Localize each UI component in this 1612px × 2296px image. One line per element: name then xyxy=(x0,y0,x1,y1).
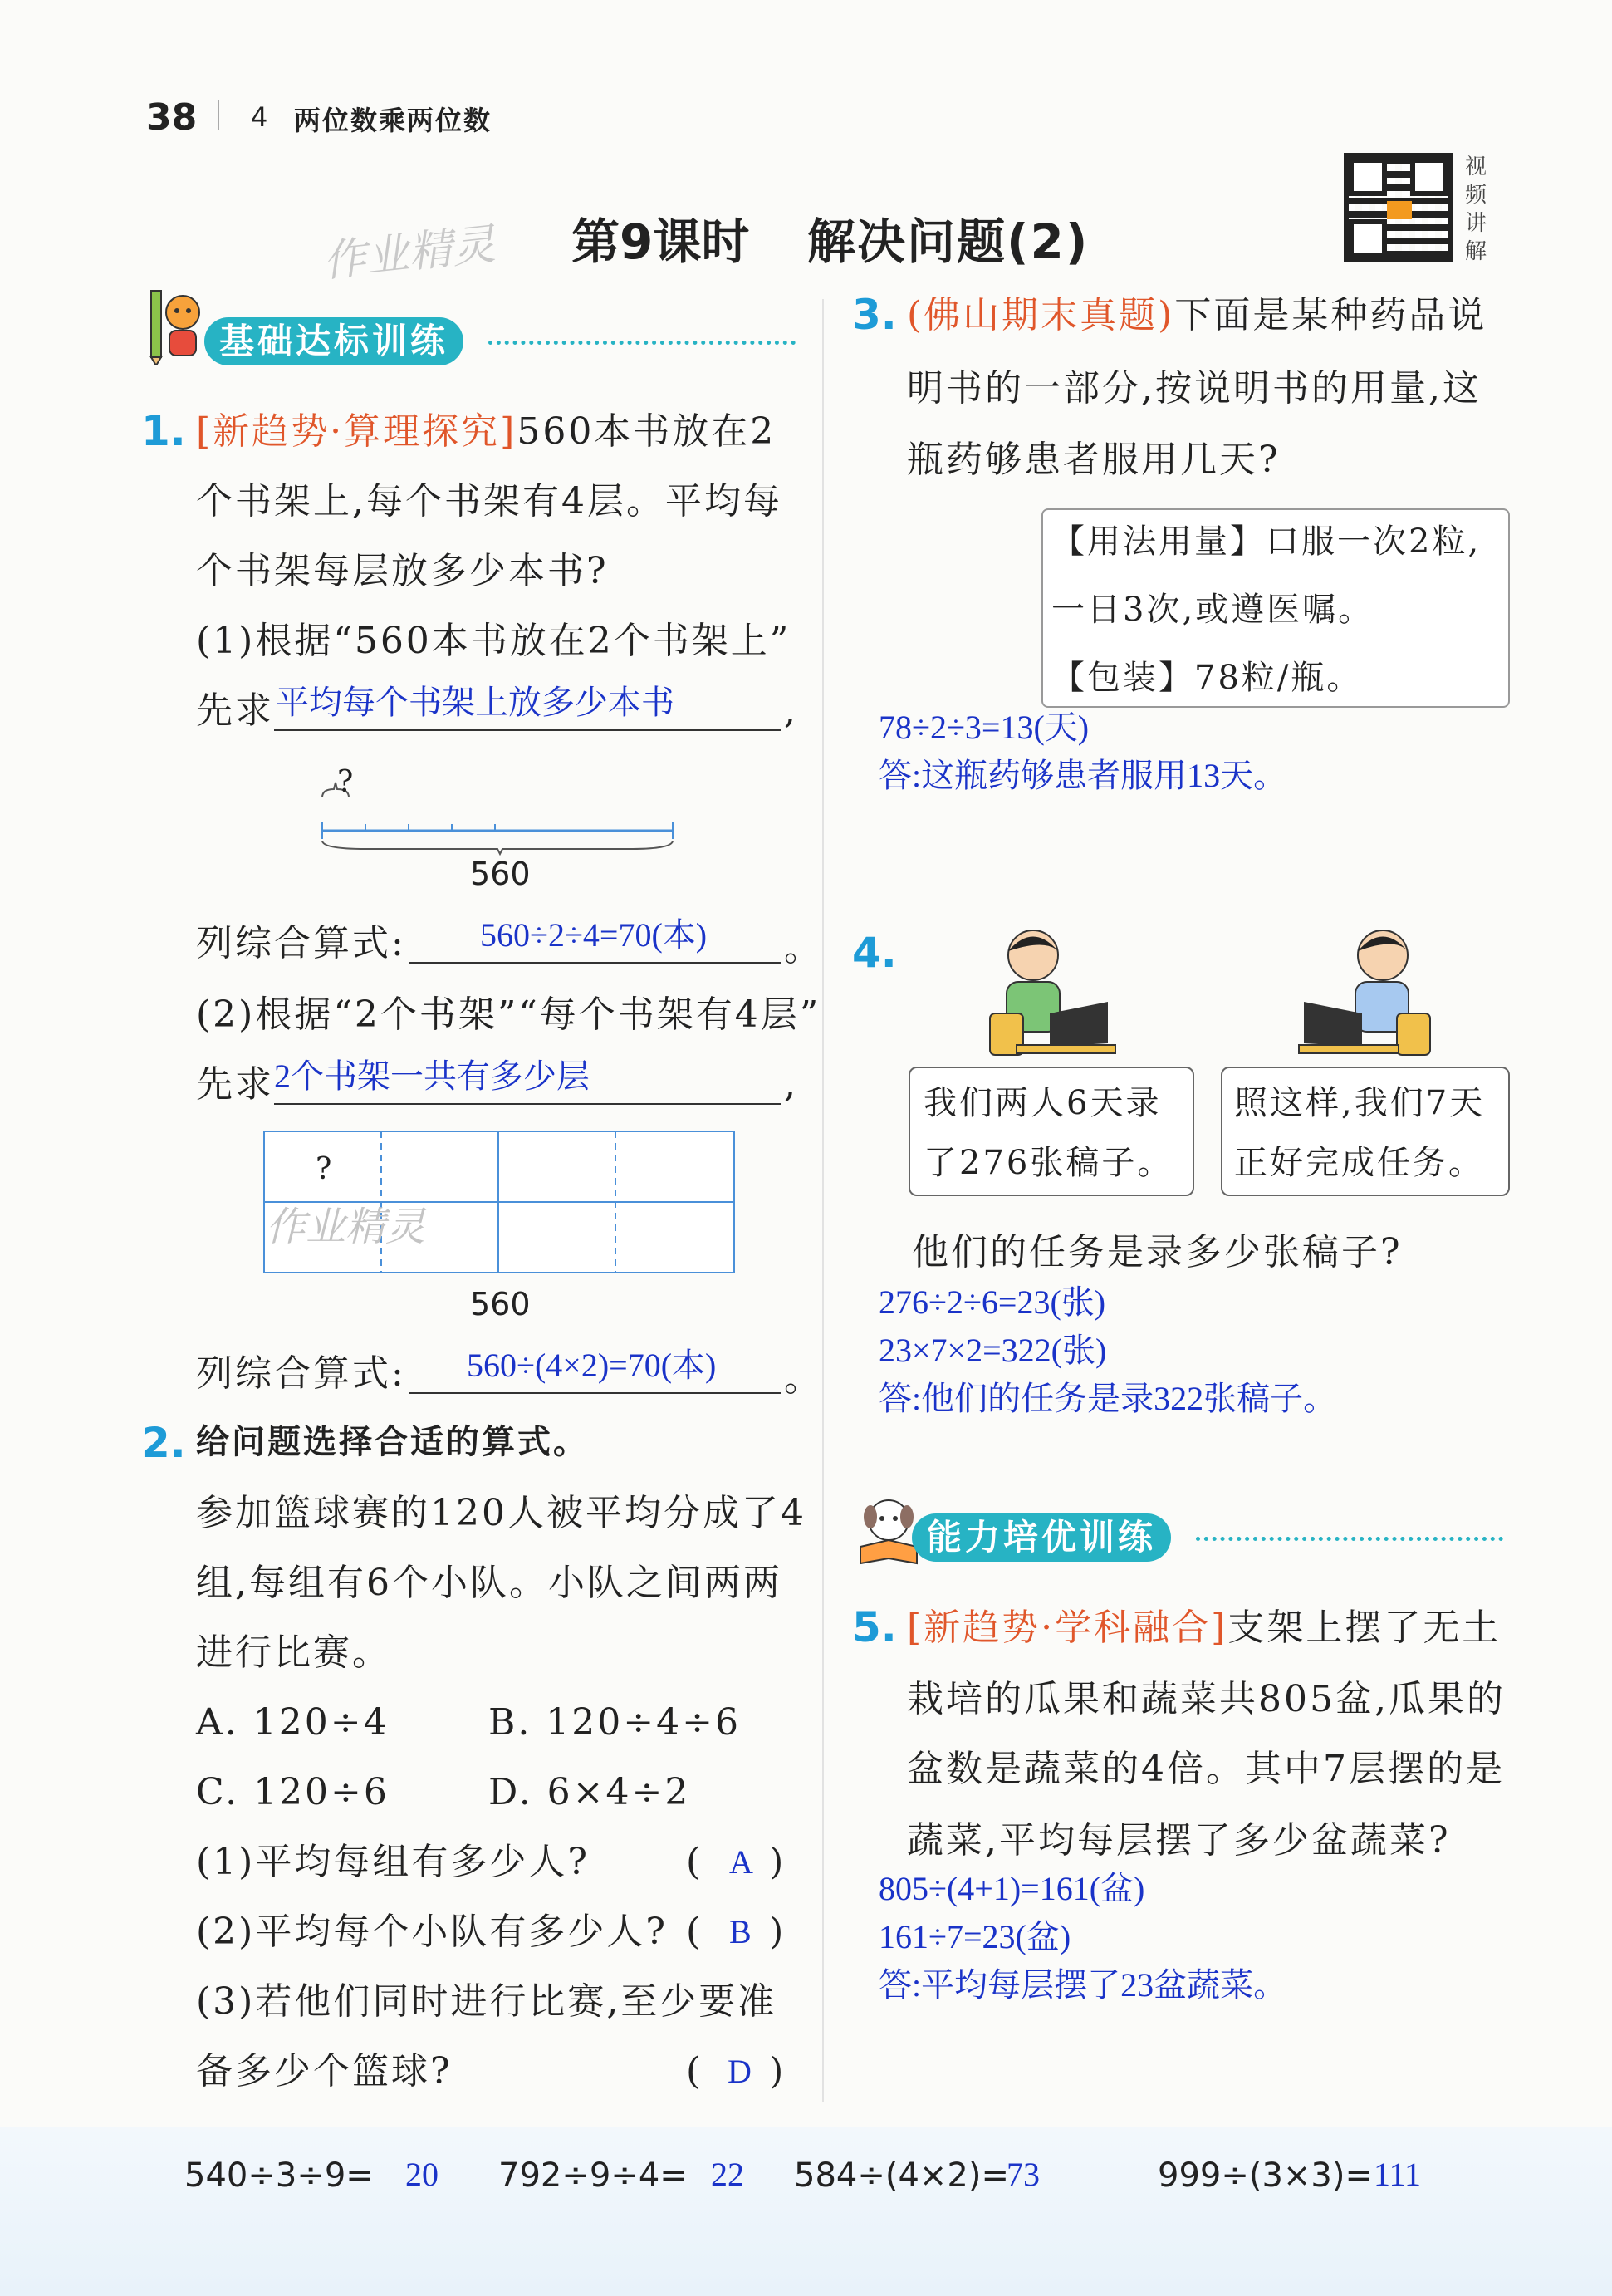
q5-stem-line4: 蔬菜,平均每层摆了多少盆蔬菜? xyxy=(907,1819,1451,1862)
q5-stem-text: 支架上摆了无土 xyxy=(1227,1607,1502,1649)
q1-part2-blank[interactable] xyxy=(274,1057,781,1105)
q4-number: 4. xyxy=(852,929,897,977)
footer-expr-2: 792÷9÷4= xyxy=(498,2156,688,2195)
q3-stem-text: 下面是某种药品说 xyxy=(1174,294,1487,336)
q4-answer-2: 23×7×2=322(张) xyxy=(879,1332,1107,1369)
q2-question-3-cont: 备多少个篮球? xyxy=(196,2050,453,2092)
boy-laptop-illustration-2 xyxy=(1296,922,1437,1063)
q2-answer-1: A xyxy=(729,1843,753,1881)
boy-laptop-illustration-1 xyxy=(983,922,1116,1063)
q2-stem-line3: 进行比赛。 xyxy=(196,1631,391,1674)
q4-bubble1-line2: 了276张稿子。 xyxy=(924,1144,1173,1182)
q2-option-d: D. 6×4÷2 xyxy=(488,1771,691,1813)
q3-instruction-box xyxy=(1041,508,1510,708)
section-advanced-banner: 能力培优训练 xyxy=(912,1513,1171,1562)
q4-speech-bubble-1 xyxy=(909,1067,1194,1196)
footer-answer-2: 22 xyxy=(711,2156,744,2193)
q3-box-line1: 【用法用量】口服一次2粒, xyxy=(1051,522,1482,561)
q1-formula1-label: 列综合算式: xyxy=(196,922,406,964)
q1-stem-line3: 个书架每层放多少本书? xyxy=(196,550,609,592)
q2-answer-3: D xyxy=(728,2053,752,2090)
q3-answer-1: 78÷2÷3=13(天) xyxy=(879,709,1090,746)
footer-answer-3: 73 xyxy=(1007,2156,1040,2193)
q1-formula2-answer: 560÷(4×2)=70(本) xyxy=(467,1347,717,1384)
q2-stem-line2: 组,每组有6个小队。小队之间两两 xyxy=(196,1562,782,1604)
q1-formula2-label: 列综合算式: xyxy=(196,1352,406,1395)
q1-stem-line1 xyxy=(196,410,777,453)
q1-part1-answer: 平均每个书架上放多少本书 xyxy=(276,684,674,721)
section-basic-dots xyxy=(488,341,796,345)
lesson-title-part1: 第9课时 xyxy=(571,213,750,270)
dog-book-icon xyxy=(855,1492,922,1567)
column-divider xyxy=(822,299,824,2102)
q3-box-line2: 一日3次,或遵医嘱。 xyxy=(1051,591,1374,629)
qr-caption: 视 频 讲 解 xyxy=(1465,155,1487,264)
q1-number: 1. xyxy=(141,407,186,455)
q1-formula2-period: 。 xyxy=(784,1357,823,1400)
q2-option-a: A. 120÷4 xyxy=(196,1701,390,1744)
q1-diagram2-question: ? xyxy=(316,1152,335,1186)
q1-part1-comma: , xyxy=(784,689,798,732)
footer-strip xyxy=(0,2127,1612,2296)
chapter-title: 两位数乘两位数 xyxy=(294,105,492,136)
lesson-title-part2: 解决问题(2) xyxy=(807,213,1090,270)
q5-stem-line3: 盆数是蔬菜的4倍。其中7层摆的是 xyxy=(907,1748,1505,1790)
q2-bracket-2[interactable]: ( ) xyxy=(686,1911,786,1953)
q3-number: 3. xyxy=(852,291,897,339)
q1-diagram1-total: 560 xyxy=(470,856,531,892)
q2-bracket-3[interactable]: ( ) xyxy=(686,2050,786,2092)
q4-bubble2-line2: 正好完成任务。 xyxy=(1234,1144,1484,1182)
footer-answer-4: 111 xyxy=(1374,2156,1422,2193)
q3-stem-line1 xyxy=(907,294,1487,336)
page-number: 38 xyxy=(146,96,198,139)
q1-formula2-blank[interactable] xyxy=(409,1347,781,1394)
q5-stem-line1 xyxy=(907,1607,1502,1649)
q4-question: 他们的任务是录多少张稿子? xyxy=(912,1231,1403,1273)
q1-stem-line2: 个书架上,每个书架有4层。平均每 xyxy=(196,480,782,522)
q3-box-line3: 【包装】78粒/瓶。 xyxy=(1051,659,1363,697)
q4-bubble2-line1: 照这样,我们7天 xyxy=(1234,1084,1486,1122)
q3-answer-2: 答:这瓶药够患者服用13天。 xyxy=(879,757,1287,794)
q4-answer-1: 276÷2÷6=23(张) xyxy=(879,1283,1106,1321)
q2-number: 2. xyxy=(141,1419,186,1467)
q5-answer-3: 答:平均每层摆了23盆蔬菜。 xyxy=(879,1966,1287,2004)
q5-answer-1: 805÷(4+1)=161(盆) xyxy=(879,1870,1145,1907)
q4-answer-3: 答:他们的任务是录322张稿子。 xyxy=(879,1380,1337,1417)
q1-line-diagram xyxy=(316,756,681,856)
q5-number: 5. xyxy=(852,1603,897,1651)
watermark-2: 作业精灵 xyxy=(266,1204,426,1250)
q1-diagram1-question: ? xyxy=(337,765,356,799)
q2-title: 给问题选择合适的算式。 xyxy=(196,1423,589,1461)
q1-part2-comma: , xyxy=(784,1063,798,1106)
q2-question-2: (2)平均每个小队有多少人? xyxy=(196,1911,668,1953)
q1-part2-answer: 2个书架一共有多少层 xyxy=(274,1057,590,1095)
q2-question-3: (3)若他们同时进行比赛,至少要准 xyxy=(196,1980,777,2023)
q2-stem-line1: 参加篮球赛的120人被平均分成了4 xyxy=(196,1492,806,1534)
q1-part1-prefix: 先求 xyxy=(196,689,274,732)
watermark: 作业精灵 xyxy=(321,219,498,287)
q1-diagram2-total: 560 xyxy=(470,1286,531,1322)
chapter-number: 4 xyxy=(251,101,268,133)
q4-bubble1-line1: 我们两人6天录 xyxy=(924,1084,1162,1122)
q1-part1-blank[interactable] xyxy=(274,686,781,731)
qr-code[interactable] xyxy=(1344,153,1453,262)
q3-stem-line2: 明书的一部分,按说明书的用量,这 xyxy=(907,367,1482,410)
q1-formula1-period: 。 xyxy=(784,927,823,969)
section-advanced-dots xyxy=(1196,1537,1503,1541)
q1-tag: [新趋势·算理探究] xyxy=(196,410,517,453)
q5-stem-line2: 栽培的瓜果和蔬菜共805盆,瓜果的 xyxy=(907,1678,1506,1720)
q2-question-1: (1)平均每组有多少人? xyxy=(196,1841,590,1883)
q1-part1-line: (1)根据“560本书放在2个书架上” xyxy=(196,620,791,662)
q1-part2-prefix: 先求 xyxy=(196,1063,274,1106)
pencil-cat-icon xyxy=(148,282,203,365)
q5-answer-2: 161÷7=23(盆) xyxy=(879,1918,1071,1955)
footer-expr-1: 540÷3÷9= xyxy=(184,2156,374,2195)
footer-expr-3: 584÷(4×2)= xyxy=(794,2156,1010,2195)
header-divider xyxy=(218,100,219,130)
q3-stem-line3: 瓶药够患者服用几天? xyxy=(907,439,1281,481)
footer-answer-1: 20 xyxy=(405,2156,439,2193)
footer-expr-4: 999÷(3×3)= xyxy=(1158,2156,1374,2195)
q1-stem-text: 560本书放在2 xyxy=(517,410,777,453)
section-basic-banner: 基础达标训练 xyxy=(204,317,463,365)
q2-option-c: C. 120÷6 xyxy=(196,1771,390,1813)
q2-answer-2: B xyxy=(729,1913,752,1950)
q4-speech-bubble-2 xyxy=(1221,1067,1510,1196)
q3-tag: (佛山期末真题) xyxy=(907,294,1175,336)
q2-option-b: B. 120÷4÷6 xyxy=(488,1701,742,1744)
q2-bracket-1[interactable]: ( ) xyxy=(686,1841,786,1883)
q5-tag: [新趋势·学科融合] xyxy=(907,1607,1228,1649)
q1-part2-line: (2)根据“2个书架”“每个书架有4层” xyxy=(196,993,821,1036)
q1-formula1-answer: 560÷2÷4=70(本) xyxy=(480,916,708,954)
q1-formula1-blank[interactable] xyxy=(409,917,781,964)
